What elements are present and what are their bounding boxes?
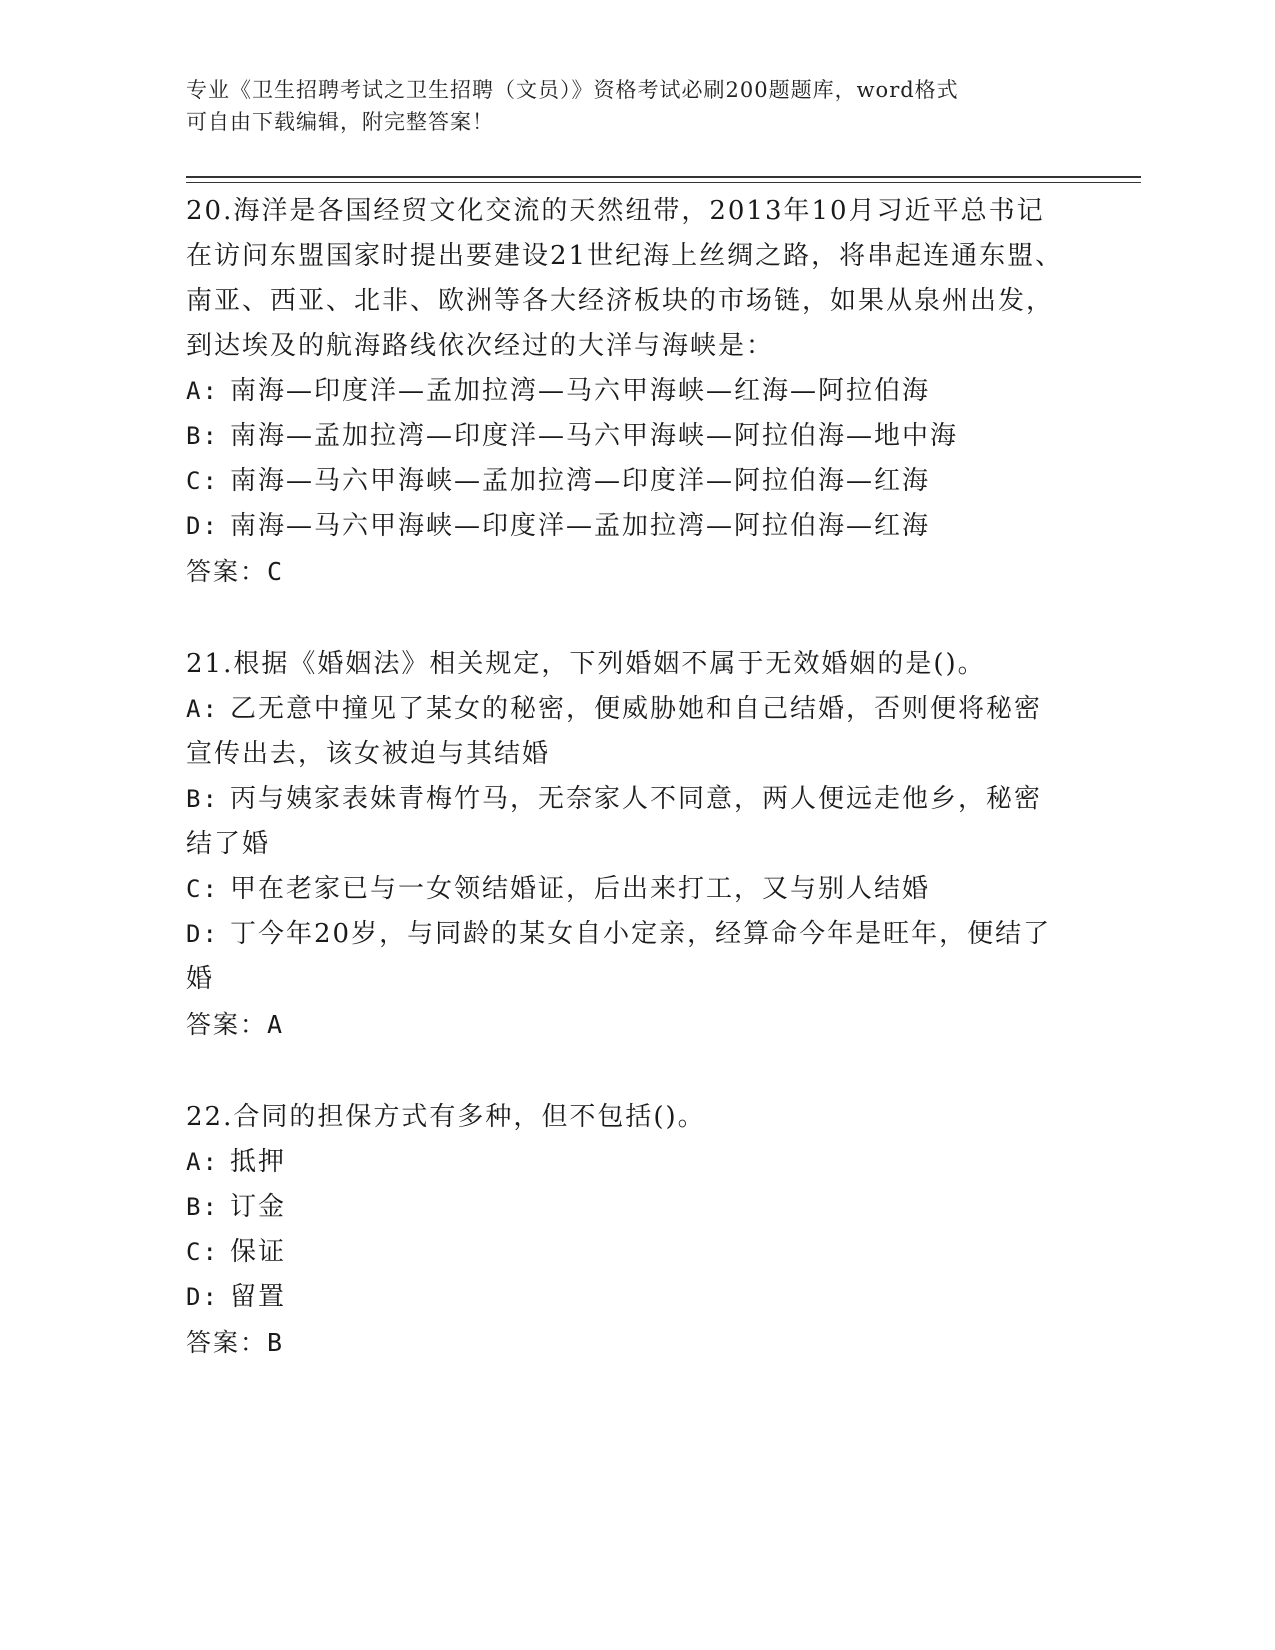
option-d bbox=[186, 912, 1066, 1002]
option-text: 保证 bbox=[230, 1237, 287, 1267]
option-key: A: bbox=[186, 1148, 219, 1176]
option-key: B: bbox=[186, 785, 219, 813]
answer-line bbox=[186, 549, 1066, 594]
option-c bbox=[186, 459, 1066, 504]
question-22 bbox=[186, 1095, 1066, 1365]
question-stem: 21.根据《婚姻法》相关规定，下列婚姻不属于无效婚姻的是()。 bbox=[186, 649, 986, 679]
option-key: B: bbox=[186, 1193, 219, 1221]
answer-value: A bbox=[267, 1010, 285, 1039]
option-key: C: bbox=[186, 875, 219, 903]
option-d bbox=[186, 504, 1066, 549]
option-text: 乙无意中撞见了某女的秘密，便威胁她和自己结婚，否则便将秘密宣传出去，该女被迫与其结婚 bbox=[186, 694, 1043, 769]
question-21 bbox=[186, 642, 1066, 1047]
option-key: D: bbox=[186, 512, 219, 540]
option-a bbox=[186, 1140, 1066, 1185]
option-text: 甲在老家已与一女领结婚证，后出来打工，又与别人结婚 bbox=[230, 874, 931, 904]
option-text: 南海—马六甲海峡—孟加拉湾—印度洋—阿拉伯海—红海 bbox=[230, 466, 931, 496]
option-text: 丁今年20岁，与同龄的某女自小定亲，经算命今年是旺年，便结了婚 bbox=[186, 919, 1052, 994]
option-key: A: bbox=[186, 695, 219, 723]
answer-line bbox=[186, 1002, 1066, 1047]
option-text: 订金 bbox=[230, 1192, 287, 1222]
option-b bbox=[186, 1185, 1066, 1230]
answer-value: B bbox=[267, 1328, 285, 1357]
option-key: A: bbox=[186, 377, 219, 405]
option-b bbox=[186, 777, 1066, 867]
header-line-1: 专业《卫生招聘考试之卫生招聘（文员）》资格考试必刷200题题库，word格式 bbox=[186, 78, 959, 102]
option-c bbox=[186, 1230, 1066, 1275]
option-key: C: bbox=[186, 1238, 219, 1266]
document-header bbox=[186, 74, 1066, 138]
answer-label: 答案： bbox=[186, 557, 268, 586]
answer-line bbox=[186, 1320, 1066, 1365]
answer-value: C bbox=[267, 557, 285, 586]
header-divider-thick bbox=[186, 176, 1141, 178]
option-text: 南海—孟加拉湾—印度洋—马六甲海峡—阿拉伯海—地中海 bbox=[230, 421, 959, 451]
option-text: 留置 bbox=[230, 1282, 287, 1312]
option-a bbox=[186, 369, 1066, 414]
header-line-2: 可自由下载编辑，附完整答案！ bbox=[186, 110, 494, 134]
question-stem: 22.合同的担保方式有多种，但不包括()。 bbox=[186, 1102, 706, 1132]
option-text: 南海—马六甲海峡—印度洋—孟加拉湾—阿拉伯海—红海 bbox=[230, 511, 931, 541]
answer-label: 答案： bbox=[186, 1010, 268, 1039]
question-20 bbox=[186, 189, 1066, 594]
option-text: 南海—印度洋—孟加拉湾—马六甲海峡—红海—阿拉伯海 bbox=[230, 376, 931, 406]
answer-label: 答案： bbox=[186, 1328, 268, 1357]
option-text: 丙与姨家表妹青梅竹马，无奈家人不同意，两人便远走他乡，秘密结了婚 bbox=[186, 784, 1043, 859]
option-key: D: bbox=[186, 1283, 219, 1311]
option-key: B: bbox=[186, 422, 219, 450]
option-key: D: bbox=[186, 920, 219, 948]
option-c bbox=[186, 867, 1066, 912]
option-text: 抵押 bbox=[230, 1147, 287, 1177]
question-list bbox=[186, 189, 1066, 1413]
option-key: C: bbox=[186, 467, 219, 495]
question-stem: 20.海洋是各国经贸文化交流的天然纽带，2013年10月习近平总书记在访问东盟国家时提出要建设21世纪海上丝绸之路，将串起连通东盟、南亚、西亚、北非、欧洲等各大经济板块的市场链，如果从泉州出发，到达埃及的航海路线依次经过的大洋与海峡是： bbox=[186, 196, 1064, 361]
option-a bbox=[186, 687, 1066, 777]
header-divider-thin bbox=[186, 182, 1141, 183]
option-b bbox=[186, 414, 1066, 459]
option-d bbox=[186, 1275, 1066, 1320]
